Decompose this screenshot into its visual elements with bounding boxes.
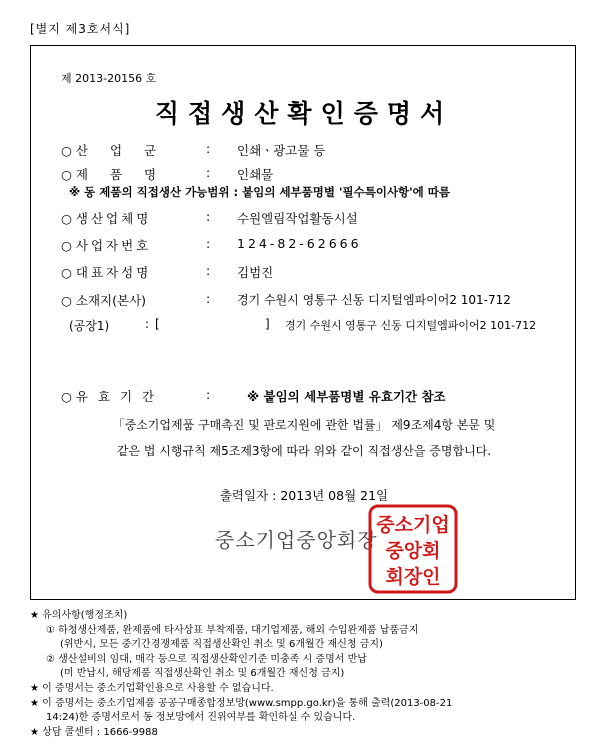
field-value-industry: 인쇄ㆍ광고물 등 <box>237 143 326 158</box>
colon: : <box>206 165 211 180</box>
bracket-open: [ <box>155 317 160 331</box>
note-item: ★ 이 증명서는 중소기업확인용으로 사용할 수 없습니다. <box>30 682 274 694</box>
field-value-factory: 경기 수원시 영통구 신동 디지털엠파이어2 101-712 <box>285 319 537 332</box>
product-scope-note: ※ 동 제품의 직접생산 가능범위 : 붙임의 세부품명별 '필수특이사항'에 따름 <box>69 185 451 199</box>
field-label-address: ○ 소재지(본사) <box>61 293 147 308</box>
notes-section <box>30 609 452 740</box>
field-value-address: 경기 수원시 영통구 신동 디지털엠파이어2 101-712 <box>237 293 511 307</box>
colon: : <box>206 236 211 251</box>
bullet: ○ <box>61 238 72 253</box>
field-label-biz-no: ○ 사업자번호 <box>61 238 152 253</box>
bullet: ○ <box>61 389 72 404</box>
statement-line: 「중소기업제품 구매촉진 및 판로지원에 관한 법률」 제9조제4항 본문 및 <box>112 418 496 432</box>
field-value-validity: ※ 붙임의 세부품명별 유효기간 참조 <box>247 389 446 404</box>
colon: : <box>206 387 211 402</box>
note-item: ★ 이 증명서는 중소기업제품 공공구매종합정보망(www.smpp.go.kr)을 통해 출력(2013-08-21 <box>30 697 453 709</box>
note-item: ① 하청생산제품, 완제품에 타사상표 부착제품, 대기업제품, 해외 수입완제품 납품금지 <box>46 624 419 636</box>
issue-date: 출력일자 : 2013년 08월 21일 <box>219 488 389 503</box>
field-label-industry: ○ 산 업 군 <box>61 143 166 158</box>
certification-statement <box>31 412 577 464</box>
notes-header: ★ 유의사항(행정조치) <box>30 610 128 621</box>
field-value-product: 인쇄물 <box>237 167 274 182</box>
field-label-ceo: ○ 대표자성명 <box>61 265 152 280</box>
certificate-number: 제 2013-20156 호 <box>61 72 157 85</box>
note-item: (위반시, 모든 중기간경쟁제품 직접생산확인 취소 및 6개월간 재신청 금지) <box>60 639 383 651</box>
bullet: ○ <box>61 211 72 226</box>
seal-line: 회장인 <box>385 566 441 588</box>
field-value-biz-no: 124-82-62666 <box>237 236 362 251</box>
seal-icon <box>367 503 459 595</box>
field-label-company: ○ 생산업체명 <box>61 211 152 226</box>
seal-line: 중앙회 <box>385 540 441 562</box>
seal-line: 중소기업 <box>376 514 450 536</box>
bullet: ○ <box>61 143 72 158</box>
issuer-name: 중소기업중앙회장 <box>215 528 378 552</box>
field-value-company: 수원엘림작업활동시설 <box>237 211 358 226</box>
bracket-close: ] <box>265 317 270 331</box>
field-label-product: ○ 제 품 명 <box>61 167 166 182</box>
note-item: (미 반납시, 해당제품 직접생산확인 취소 및 6개월간 재신청 금지) <box>60 668 345 680</box>
note-item: ★ 상담 콜센터 : 1666-9988 <box>30 726 158 738</box>
bullet: ○ <box>61 167 72 182</box>
form-number-tag: [별지 제3호서식] <box>30 22 131 36</box>
statement-line: 같은 법 시행규칙 제5조제3항에 따라 위와 같이 직접생산을 증명합니다. <box>116 444 492 458</box>
colon: : <box>206 291 211 306</box>
bullet: ○ <box>61 265 72 280</box>
field-label-validity: ○ 유 효 기 간 <box>61 389 158 404</box>
field-label-factory: (공장1) <box>69 319 110 333</box>
note-item: 14:24)한 증명서로서 동 정보망에서 진위여부를 확인하실 수 있습니다. <box>46 712 356 724</box>
colon: : <box>145 317 150 331</box>
colon: : <box>206 263 211 278</box>
note-item: ② 생산설비의 임대, 매각 등으로 직접생산확인기준 미충족 시 증명서 반납 <box>46 653 367 665</box>
official-seal-stamp <box>367 503 459 599</box>
field-value-ceo: 김범진 <box>237 265 274 280</box>
colon: : <box>206 209 211 224</box>
certificate-title: 직접생산확인증명서 <box>154 99 454 128</box>
bullet: ○ <box>61 293 72 308</box>
certificate-frame <box>30 45 576 600</box>
colon: : <box>206 141 211 156</box>
